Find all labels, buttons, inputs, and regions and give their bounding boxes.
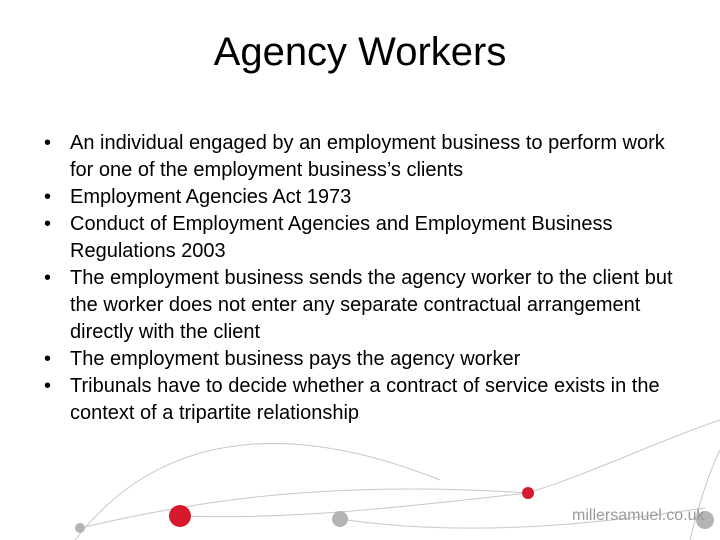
bullet-icon: •: [44, 213, 52, 235]
bullet-item: [42, 346, 682, 373]
network-line: [528, 420, 720, 493]
bullet-icon: •: [44, 348, 52, 370]
bullet-item: [42, 130, 682, 184]
bullet-text: Tribunals have to decide whether a contract of service exists in the context of a tripartite relationship: [70, 375, 660, 424]
bullet-item: [42, 184, 682, 211]
red-dot-small: [522, 487, 534, 499]
network-line: [80, 489, 528, 528]
bullet-text: The employment business pays the agency worker: [70, 348, 521, 370]
bullet-text: Conduct of Employment Agencies and Employment Business Regulations 2003: [70, 213, 613, 262]
bullet-icon: •: [44, 132, 52, 154]
bullet-item: [42, 211, 682, 265]
slide-title: Agency Workers: [213, 30, 507, 74]
company-logo-text: millersamuel.co.uk: [572, 507, 705, 524]
bullet-icon: •: [44, 267, 52, 289]
bullet-item: [42, 373, 682, 427]
bullet-text: Employment Agencies Act 1973: [70, 186, 352, 208]
bullet-icon: •: [44, 375, 52, 397]
network-line: [180, 493, 528, 517]
grey-dot: [75, 523, 85, 533]
bullet-item: [42, 265, 682, 346]
bullet-text: An individual engaged by an employment business to perform work for one of the employment business’s clients: [70, 132, 665, 181]
bullet-text: The employment business sends the agency worker to the client but the worker does not enter any separate contractual arrangement directly with the client: [70, 267, 673, 343]
grey-dot: [332, 511, 348, 527]
bullet-icon: •: [44, 186, 52, 208]
bullet-list: [42, 130, 682, 427]
network-line: [75, 444, 440, 540]
red-dot-large: [169, 505, 191, 527]
